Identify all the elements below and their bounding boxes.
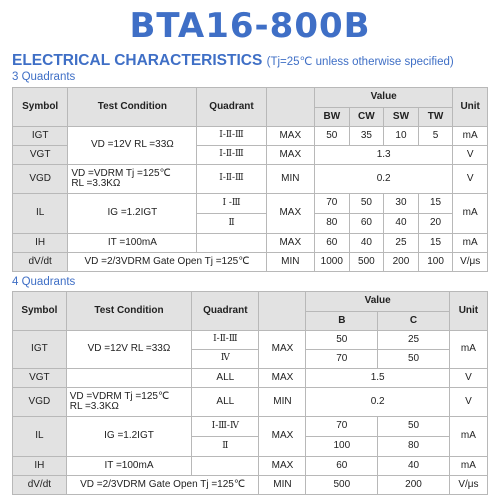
section-title <box>12 52 454 70</box>
cond-il: IG =1.2IGT <box>66 417 191 457</box>
unit: V/μs <box>453 253 488 272</box>
value: 0.2 <box>306 388 449 417</box>
unit: mA <box>449 417 487 457</box>
condition-note: (Tj=25℃ unless otherwise specified) <box>266 56 454 68</box>
value: 50 <box>306 331 378 350</box>
header-limit <box>266 88 314 127</box>
header-value: Value <box>315 88 453 108</box>
cond-vgt <box>66 369 191 388</box>
unit: mA <box>453 194 488 234</box>
cond-vgd-line2: RL =3.3KΩ <box>71 178 121 189</box>
limit: MAX <box>259 331 306 369</box>
quadrant: Ⅰ-Ⅱ-Ⅲ <box>192 331 259 350</box>
limit: MAX <box>266 194 314 234</box>
header-symbol: Symbol <box>13 88 68 127</box>
symbol-ih: IH <box>13 457 67 476</box>
symbol-igt: IGT <box>13 331 67 369</box>
value: 50 <box>349 194 384 214</box>
section-title-text: ELECTRICAL CHARACTERISTICS <box>12 52 263 69</box>
header-test-condition: Test Condition <box>68 88 197 127</box>
unit: V <box>449 388 487 417</box>
limit: MIN <box>259 476 306 495</box>
symbol-dvdt: dV/dt <box>13 476 67 495</box>
unit: mA <box>449 331 487 369</box>
limit: MAX <box>266 146 314 165</box>
page-title: BTA16-800B <box>129 6 371 46</box>
header-value: Value <box>306 292 449 312</box>
value: 80 <box>315 214 350 234</box>
symbol-dvdt: dV/dt <box>13 253 68 272</box>
symbol-vgd: VGD <box>13 388 67 417</box>
value: 35 <box>349 127 384 146</box>
value: 15 <box>418 194 453 214</box>
quadrant: Ⅰ-Ⅱ-Ⅲ <box>197 127 266 146</box>
symbol-vgt: VGT <box>13 369 67 388</box>
value: 70 <box>306 350 378 369</box>
value: 15 <box>418 234 453 253</box>
limit: MAX <box>259 457 306 476</box>
four-quadrants-label: 4 Quadrants <box>12 276 76 288</box>
unit: mA <box>449 457 487 476</box>
cond-igt: VD =12V RL =33Ω <box>68 127 197 165</box>
cond-igt: VD =12V RL =33Ω <box>66 331 191 369</box>
limit: MAX <box>266 127 314 146</box>
col-c: C <box>378 312 450 331</box>
quadrant: Ⅰ-Ⅱ-Ⅲ <box>197 165 266 194</box>
unit: V <box>453 146 488 165</box>
cond-dvdt: VD =2/3VDRM Gate Open Tj =125℃ <box>68 253 266 272</box>
col-tw: TW <box>418 108 453 127</box>
cond-dvdt: VD =2/3VDRM Gate Open Tj =125℃ <box>66 476 259 495</box>
col-cw: CW <box>349 108 384 127</box>
value: 50 <box>315 127 350 146</box>
value: 25 <box>384 234 419 253</box>
symbol-vgd: VGD <box>13 165 68 194</box>
value: 70 <box>306 417 378 437</box>
cond-vgd <box>66 388 191 417</box>
unit: mA <box>453 127 488 146</box>
limit: MAX <box>259 417 306 457</box>
quadrant <box>197 234 266 253</box>
header-limit <box>259 292 306 331</box>
quadrant: Ⅰ-Ⅲ-Ⅳ <box>192 417 259 437</box>
cond-vgd-line1: VD =VDRM Tj =125℃ <box>71 167 171 179</box>
header-unit: Unit <box>449 292 487 331</box>
header-symbol: Symbol <box>13 292 67 331</box>
symbol-ih: IH <box>13 234 68 253</box>
value: 40 <box>378 457 450 476</box>
three-quadrants-table <box>12 87 488 272</box>
quadrant <box>192 457 259 476</box>
cond-vgd <box>68 165 197 194</box>
limit: MAX <box>266 234 314 253</box>
unit: V <box>453 165 488 194</box>
quadrant: Ⅱ <box>197 214 266 234</box>
limit: MIN <box>266 165 314 194</box>
value: 60 <box>315 234 350 253</box>
value: 60 <box>306 457 378 476</box>
header-test-condition: Test Condition <box>66 292 191 331</box>
symbol-il: IL <box>13 417 67 457</box>
value: 1.3 <box>315 146 453 165</box>
limit: MIN <box>266 253 314 272</box>
cond-ih: IT =100mA <box>68 234 197 253</box>
value: 30 <box>384 194 419 214</box>
value: 1000 <box>315 253 350 272</box>
symbol-igt: IGT <box>13 127 68 146</box>
cond-vgd-line1: VD =VDRM Tj =125℃ <box>69 390 170 402</box>
unit: mA <box>453 234 488 253</box>
value: 10 <box>384 127 419 146</box>
value: 25 <box>378 331 450 350</box>
value: 40 <box>349 234 384 253</box>
value: 50 <box>378 350 450 369</box>
quadrant: Ⅳ <box>192 350 259 369</box>
value: 60 <box>349 214 384 234</box>
quadrant: Ⅰ -Ⅲ <box>197 194 266 214</box>
quadrant: ALL <box>192 388 259 417</box>
quadrant: Ⅱ <box>192 437 259 457</box>
limit: MAX <box>259 369 306 388</box>
symbol-il: IL <box>13 194 68 234</box>
col-sw: SW <box>384 108 419 127</box>
col-b: B <box>306 312 378 331</box>
quadrant: ALL <box>192 369 259 388</box>
value: 200 <box>378 476 450 495</box>
quadrant: Ⅰ-Ⅱ-Ⅲ <box>197 146 266 165</box>
value: 500 <box>306 476 378 495</box>
unit: V <box>449 369 487 388</box>
limit: MIN <box>259 388 306 417</box>
value: 1.5 <box>306 369 449 388</box>
three-quadrants-label: 3 Quadrants <box>12 71 76 83</box>
value: 500 <box>349 253 384 272</box>
header-quadrant: Quadrant <box>197 88 266 127</box>
header-unit: Unit <box>453 88 488 127</box>
value: 100 <box>306 437 378 457</box>
symbol-vgt: VGT <box>13 146 68 165</box>
value: 50 <box>378 417 450 437</box>
value: 200 <box>384 253 419 272</box>
col-bw: BW <box>315 108 350 127</box>
value: 70 <box>315 194 350 214</box>
value: 40 <box>384 214 419 234</box>
value: 100 <box>418 253 453 272</box>
cond-il: IG =1.2IGT <box>68 194 197 234</box>
cond-vgd-line2: RL =3.3KΩ <box>69 401 119 412</box>
cond-ih: IT =100mA <box>66 457 191 476</box>
value: 80 <box>378 437 450 457</box>
value: 0.2 <box>315 165 453 194</box>
four-quadrants-table <box>12 291 488 495</box>
value: 5 <box>418 127 453 146</box>
unit: V/μs <box>449 476 487 495</box>
header-quadrant: Quadrant <box>192 292 259 331</box>
value: 20 <box>418 214 453 234</box>
